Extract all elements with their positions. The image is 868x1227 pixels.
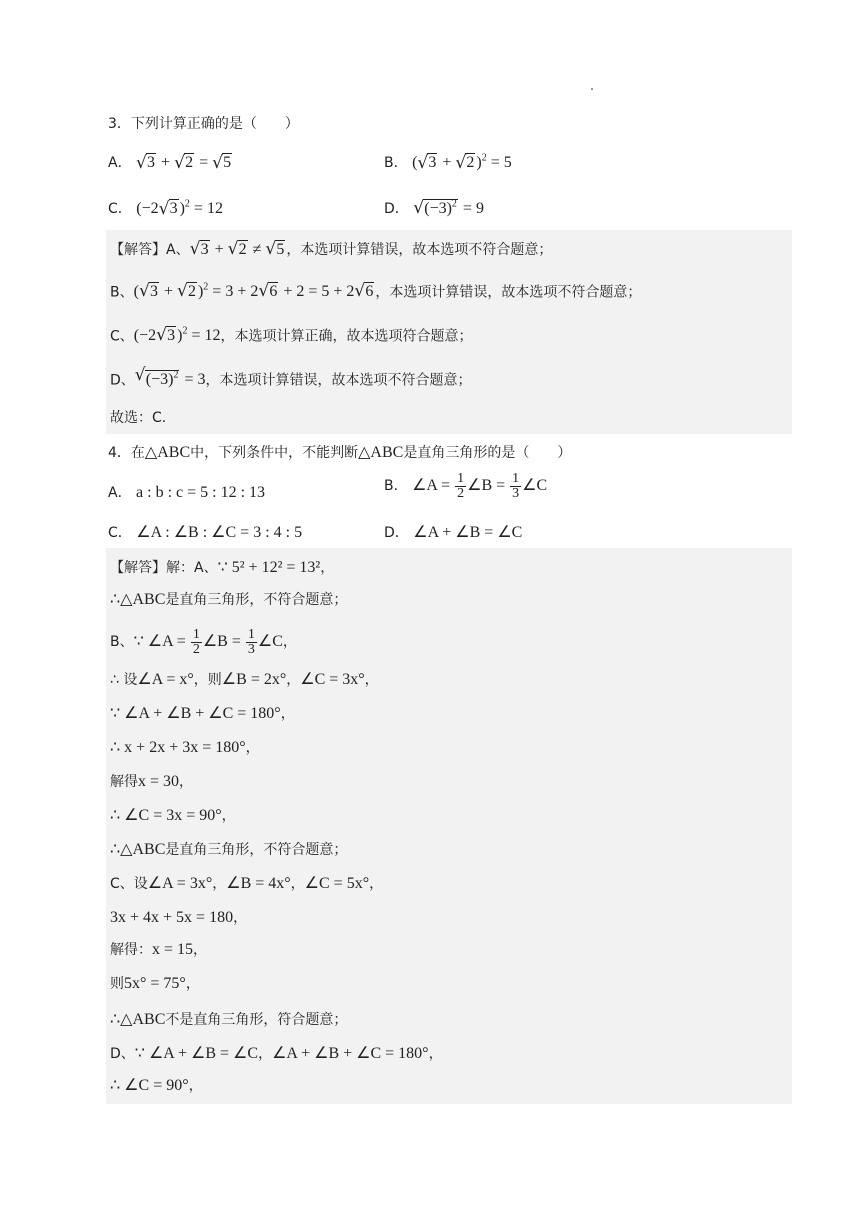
sol3-line-d bbox=[110, 366, 472, 390]
sol3-b-math: (√ 3 + √ 2 )$^2$ = 3 + 2√ 6 + 2 = 5 + 2√ 6 bbox=[134, 283, 376, 300]
sol3-c-math: (−2√ 3 )$^2$ = 12 bbox=[134, 327, 221, 344]
text: ， bbox=[212, 876, 227, 892]
text: 是直角三角形，不符合题意； bbox=[165, 592, 348, 608]
text: ， bbox=[179, 774, 194, 790]
q3-b-math: (√ 3 + √ 2 )$^2$ = 5 bbox=[412, 154, 512, 171]
option-label: B． bbox=[384, 478, 408, 495]
sol4-line-13 bbox=[110, 974, 200, 994]
sol4-line-2 bbox=[110, 590, 347, 610]
math: ∴△ABC bbox=[110, 841, 166, 858]
text: 则 bbox=[110, 976, 124, 992]
sol4-line-12 bbox=[110, 940, 207, 960]
text: C、 bbox=[110, 328, 134, 345]
math: ∠B = 2x° bbox=[221, 671, 287, 688]
math: ∴△ABC bbox=[110, 1011, 166, 1028]
text: 是直角三角形的是（ ） bbox=[403, 445, 572, 461]
text: 解得 bbox=[110, 774, 138, 790]
math: ∵ ∠A + ∠B + ∠C = 180° bbox=[110, 705, 281, 722]
sol4-line-4 bbox=[110, 670, 379, 690]
text: ， bbox=[233, 910, 248, 926]
text: 【解答】解：A、 bbox=[110, 560, 218, 576]
text: ， bbox=[364, 672, 379, 688]
q4-c-math: ∠A : ∠B : ∠C = 3 : 4 : 5 bbox=[136, 524, 303, 541]
sol3-line-b bbox=[110, 278, 641, 302]
q3-option-c bbox=[108, 198, 223, 218]
q3-a-math: √ 3 + √ 2 = √ 5 bbox=[136, 154, 233, 171]
option-label: C． bbox=[108, 525, 132, 541]
text: ， bbox=[245, 740, 260, 756]
sol4-line-5 bbox=[110, 704, 295, 724]
math: 5x° = 75° bbox=[124, 975, 186, 992]
text: ，本选项计算错误，故本选项不符合题意； bbox=[375, 284, 642, 301]
sol4-line-15 bbox=[110, 1044, 443, 1064]
q4-option-c bbox=[108, 522, 302, 542]
sol4-line-7 bbox=[110, 772, 193, 792]
math: ∠A = 3x° bbox=[147, 875, 213, 892]
text: ， bbox=[290, 876, 305, 892]
q3-d-math: √ $(-3)^2 = 9$ bbox=[413, 200, 484, 217]
sol3-line-c bbox=[110, 322, 473, 346]
sol4-line-3 bbox=[110, 628, 297, 657]
text: 中，下列条件中，不能判断 bbox=[190, 445, 359, 461]
sol4-line-1 bbox=[110, 558, 334, 578]
text: ， bbox=[188, 1078, 203, 1094]
text: ，本选项计算错误，故本选项不符合题意； bbox=[205, 372, 472, 389]
math: ∵ ∠A + ∠B = ∠C bbox=[134, 1045, 259, 1062]
stray-dot bbox=[591, 88, 593, 90]
sol4-line-9 bbox=[110, 840, 347, 860]
q4-a-math: a : b : c = 5 : 12 : 13 bbox=[136, 484, 266, 501]
sol4-line-11 bbox=[110, 908, 247, 928]
sol3-line-a bbox=[110, 240, 552, 260]
option-label: C． bbox=[108, 201, 132, 217]
q4-option-a bbox=[108, 482, 265, 502]
q3-c-math: (−2√ 3 )$^2$ = 12 bbox=[136, 200, 223, 217]
text: ， bbox=[282, 634, 297, 651]
q3-solution-box bbox=[106, 230, 792, 434]
option-label: A． bbox=[108, 155, 132, 171]
text: B、 bbox=[110, 284, 134, 301]
sol3-a-math: √ 3 + √ 2 ≠ √ 5 bbox=[190, 241, 287, 258]
q4-d-math: ∠A + ∠B = ∠C bbox=[413, 524, 523, 541]
sol3-answer: 故选：C. bbox=[110, 410, 167, 426]
text: D、 bbox=[110, 1046, 135, 1062]
math: ∵ 5² + 12² = 13² bbox=[217, 559, 321, 576]
q3-option-b bbox=[384, 152, 512, 172]
q3-option-d bbox=[384, 198, 484, 218]
option-label: B． bbox=[384, 155, 408, 171]
text: C、设 bbox=[110, 876, 148, 892]
math: ∠C = 3x° bbox=[300, 671, 365, 688]
text: ，本选项计算错误，故本选项不符合题意； bbox=[286, 242, 553, 258]
triangle-abc: △ABC bbox=[144, 444, 191, 461]
q4-b-math: ∠A = $\frac{1}{2}$ ∠B = $\frac{1}{3}$ ∠C bbox=[412, 471, 548, 501]
option-label: A． bbox=[108, 485, 132, 501]
text: ， bbox=[428, 1046, 443, 1062]
math: 3x + 4x + 5x = 180 bbox=[110, 909, 234, 926]
text: D、 bbox=[110, 372, 135, 389]
triangle-abc: △ABC bbox=[358, 444, 404, 461]
q4-option-d bbox=[384, 522, 522, 542]
sol4-line-16 bbox=[110, 1076, 203, 1096]
math: x = 15 bbox=[152, 941, 194, 958]
text: ， bbox=[258, 1046, 273, 1062]
text: ， bbox=[185, 976, 200, 992]
sol4-line-14 bbox=[110, 1010, 347, 1030]
q4-option-b bbox=[384, 472, 547, 501]
sol4-b-math: ∵ ∠A = $\frac{1}{2}$ ∠B = $\frac{1}{3}$ ∠C bbox=[133, 627, 283, 657]
option-label: D． bbox=[384, 201, 409, 217]
text: ， bbox=[221, 808, 236, 824]
math: ∴ ∠C = 3x = 90° bbox=[110, 807, 222, 824]
math: ∴ x + 2x + 3x = 180° bbox=[110, 739, 246, 756]
q4-stem bbox=[108, 442, 571, 462]
q4-solution-box bbox=[106, 548, 792, 1104]
math: ∴△ABC bbox=[110, 591, 166, 608]
text: ， bbox=[369, 876, 384, 892]
math: ∠C = 5x° bbox=[304, 875, 370, 892]
math: ∠A + ∠B + ∠C = 180° bbox=[272, 1045, 429, 1062]
text: ， bbox=[320, 560, 335, 576]
math: ∴ ∠C = 90° bbox=[110, 1077, 189, 1094]
q3-stem: 3．下列计算正确的是（ ） bbox=[108, 116, 299, 132]
text: 【解答】A、 bbox=[110, 242, 190, 258]
text: ，本选项计算正确，故本选项符合题意； bbox=[220, 328, 473, 345]
text: B、 bbox=[110, 634, 134, 651]
text: ， bbox=[286, 672, 301, 688]
option-label: D． bbox=[384, 525, 409, 541]
text: ∴ 设 bbox=[110, 672, 138, 688]
sol4-line-6 bbox=[110, 738, 260, 758]
math: ∠B = 4x° bbox=[226, 875, 291, 892]
text: ， bbox=[193, 942, 208, 958]
text: 是直角三角形，不符合题意； bbox=[165, 842, 348, 858]
text: 解得： bbox=[110, 942, 152, 958]
sol4-line-10 bbox=[110, 874, 383, 894]
math: ∠A = x° bbox=[137, 671, 194, 688]
math: x = 30 bbox=[138, 773, 180, 790]
text: 不是直角三角形，符合题意； bbox=[165, 1012, 348, 1028]
text: ，则 bbox=[193, 672, 222, 688]
q3-option-a bbox=[108, 152, 233, 172]
sol4-line-8 bbox=[110, 806, 236, 826]
text: ， bbox=[280, 706, 295, 722]
sol3-d-math: √ $(-3)^2 = 3$ bbox=[135, 371, 206, 388]
text: 4．在 bbox=[108, 445, 145, 461]
